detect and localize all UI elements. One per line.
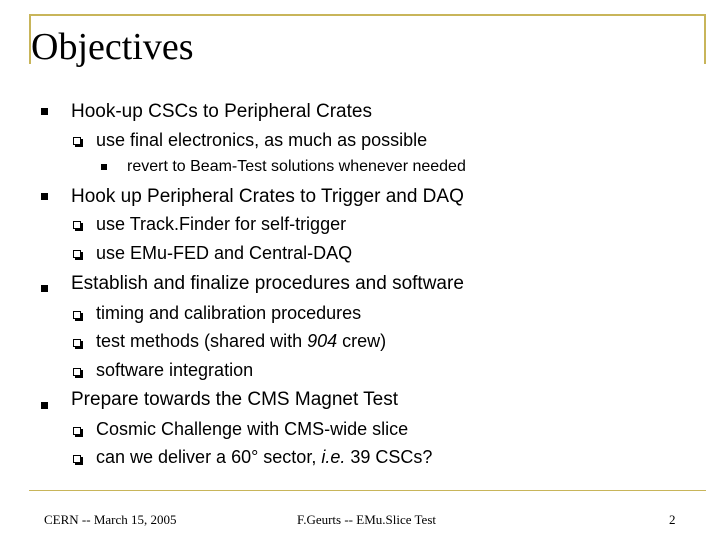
sub-bullet-3-3 [73,360,253,381]
sub-bullet-2-2 [73,243,352,264]
sub-sub-bullet-text: revert to Beam-Test solutions whenever needed [127,158,466,175]
hollow-square-bullet-icon [73,427,81,435]
square-bullet-icon [41,108,48,115]
sub-bullet-1-1 [73,130,427,151]
sub-bullet-4-2 [73,447,432,468]
bullet-2 [41,186,464,208]
hollow-square-bullet-icon [73,368,81,376]
hollow-square-bullet-icon [73,455,81,463]
square-bullet-icon [41,402,48,409]
bullet-text: Prepare towards the CMS Magnet Test [71,389,399,410]
bullet-1 [41,101,372,123]
bullet-text: Establish and finalize procedures and software [71,273,464,294]
hollow-square-bullet-icon [73,221,81,229]
hollow-square-bullet-icon [73,137,81,145]
sub-bullet-2-1 [73,214,346,235]
sub-bullet-text: timing and calibration procedures [96,303,362,323]
footer-date: CERN -- March 15, 2005 [44,512,177,527]
hollow-square-bullet-icon [73,339,81,347]
slide-title: Objectives [31,26,194,68]
square-bullet-icon [101,164,107,170]
bullet-4 [41,389,398,411]
sub-bullet-text: software integration [96,360,254,380]
square-bullet-icon [41,285,48,292]
page-number: 2 [669,512,676,527]
square-bullet-icon [41,193,48,200]
sub-bullet-3-2 [73,331,386,352]
sub-sub-bullet-1-1-1 [101,158,466,176]
title-frame-top-rule [29,14,706,16]
hollow-square-bullet-icon [73,311,81,319]
bullet-text: Hook-up CSCs to Peripheral Crates [71,101,372,122]
sub-bullet-text: use Track.Finder for self-trigger [96,214,347,234]
sub-bullet-text: test methods (shared with 904 crew) [96,331,387,351]
footer-rule [29,490,706,491]
footer-author: F.Geurts -- EMu.Slice Test [297,512,436,527]
sub-bullet-4-1 [73,419,408,440]
bullet-text: Hook up Peripheral Crates to Trigger and DAQ [71,186,464,207]
sub-bullet-3-1 [73,303,361,324]
sub-bullet-text: use final electronics, as much as possible [96,130,428,150]
sub-bullet-text: Cosmic Challenge with CMS-wide slice [96,419,409,439]
title-frame-right-rule [704,14,706,64]
sub-bullet-text: can we deliver a 60° sector, i.e. 39 CSCs? [96,447,433,467]
sub-bullet-text: use EMu-FED and Central-DAQ [96,243,353,263]
hollow-square-bullet-icon [73,250,81,258]
bullet-3 [41,273,464,295]
